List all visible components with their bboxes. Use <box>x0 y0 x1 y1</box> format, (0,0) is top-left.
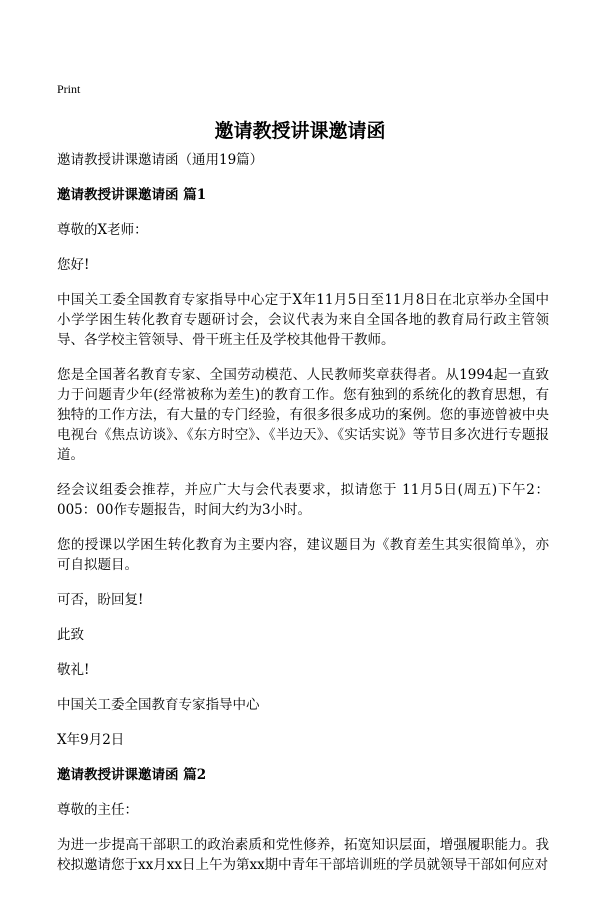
print-label: Print <box>57 82 81 96</box>
signature: 中国关工委全国教育专家指导中心 <box>57 697 260 713</box>
page-title: 邀请教授讲课邀请函 <box>214 120 386 142</box>
date: X年9月2日 <box>57 732 125 748</box>
section-heading-1: 邀请教授讲课邀请函 篇1 <box>57 187 207 203</box>
salutation: 尊敬的主任： <box>57 802 138 818</box>
closing: 敬礼! <box>57 662 90 678</box>
subtitle: 邀请教授讲课邀请函（通用19篇） <box>57 152 264 168</box>
body-paragraph: 为进一步提高干部职工的政治素质和党性修养，拓宽知识层面，增强履职能力。我校拟邀请您于xx月xx日上午为第xx期中青年干部培训班的学员就领导干部如何应对 <box>57 837 549 873</box>
body-paragraph: 经会议组委会推荐，并应广大与会代表要求，拟请您于 11月5日(周五)下午2：005：00作专题报告，时间大约为3小时。 <box>57 482 549 518</box>
body-paragraph: 您是全国著名教育专家、全国劳动模范、人民教师奖章获得者。从1994起一直致力于问题青少年(经常被称为差生)的教育工作。您有独到的系统化的教育思想，有独特的工作方法，有大量的专门经验，有很多很多成功的案例。您的事迹曾被中央电视台《焦点访谈》、《东方时空》、《半边天》、《实话实说》等节目多次进行专题报道。 <box>57 367 549 463</box>
closing: 此致 <box>57 627 84 643</box>
section-heading-2: 邀请教授讲课邀请函 篇2 <box>57 767 207 783</box>
body-paragraph: 您的授课以学困生转化教育为主要内容，建议题目为《教育差生其实很简单》，亦可自拟题目。 <box>57 537 549 573</box>
document-body <box>57 150 549 890</box>
greeting: 您好! <box>57 257 90 273</box>
body-paragraph: 中国关工委全国教育专家指导中心定于X年11月5日至11月8日在北京举办全国中小学学困生转化教育专题研讨会，会议代表为来自全国各地的教育局行政主管领导、各学校主管领导、骨干班主任及学校其他骨干教师。 <box>57 292 549 348</box>
salutation: 尊敬的X老师： <box>57 222 148 238</box>
body-paragraph: 可否，盼回复! <box>57 592 144 608</box>
